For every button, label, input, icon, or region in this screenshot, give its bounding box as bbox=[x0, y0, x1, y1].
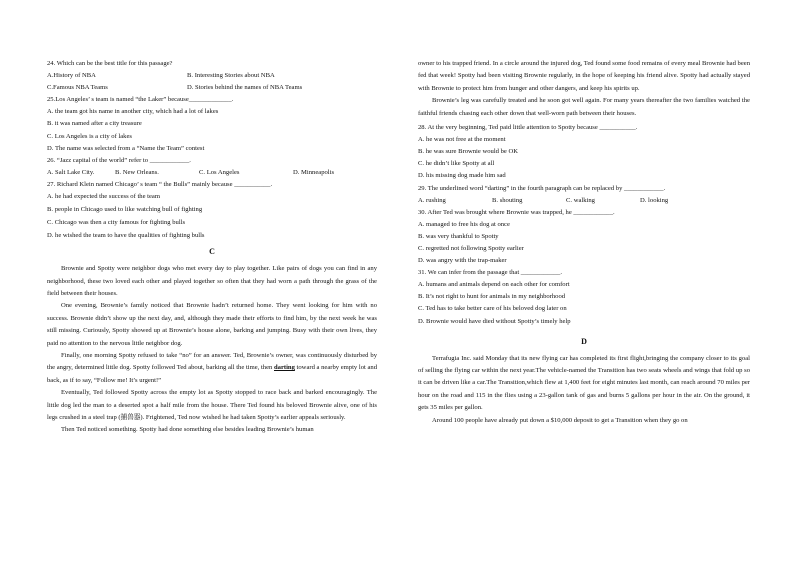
darting-word: darting bbox=[274, 364, 295, 372]
q30-option-d: D. was angry with the trap-maker bbox=[418, 257, 507, 265]
q27-option-d: D. he wished the team to have the qualities of fighting bulls bbox=[47, 232, 205, 240]
q26-option-d: D. Minneapolis bbox=[293, 168, 335, 176]
q26-option-b: B. New Orleans. bbox=[115, 168, 159, 176]
passage-d-p1: Terrafugia Inc. said Monday that its new flying car has completed its first flight,bringing the company closer to its goal of selling the flying car within the next year.The vehicle-named the Transition has two seats wheels and wings that fold up so it can be driven like a car.The Transition,which flew at 1,400 feet for eight minutes last month, can reach around 70 miles per hour on the road and 115 in the flies using a 23-gallon tank of gas and burns 5 gallons per hour in the air. On the ground, it gets 35 miles per gallon. bbox=[418, 354, 750, 412]
q25-option-a: A. the team got his name in another city, which had a lot of lakes bbox=[47, 108, 219, 116]
passage-c-p3-end: toward a nearby empty lot and back, as if to say, “Follow me! It’s urgent!” bbox=[47, 364, 378, 384]
q27-option-b: B. people in Chicago used to like watching bull of fighting bbox=[47, 206, 203, 214]
q29-stem: 29. The underlined word “darting” in the fourth paragraph can be replaced by ____________. bbox=[418, 184, 666, 192]
passage-c-cont-p1: owner to his trapped friend. In a circle around the injured dog, Ted found some food remains of every meal Brownie had been fed that week! Spotty had been visiting Brownie regularly, in the hope of keeping his friend alive. Spotty had actually stayed with Brownie to protect him from hunger and other dangers, and keep his spirits up. bbox=[418, 60, 750, 92]
q29-option-a: A. rushing bbox=[418, 196, 446, 204]
passage-c-p4: Eventually, Ted followed Spotty across the empty lot as Spotty stopped to race back and barked encouragingly. The little dog led the man to a deserted spot a half mile from the house. There Ted found his beloved Brownie alive, one of his legs crushed in a steel trap (捕兽器). Frightened, Ted now wished he had taken Spotty’s earlier appeals seriously. bbox=[47, 389, 377, 421]
q26-option-c: C. Los Angeles bbox=[199, 168, 240, 176]
q26-option-a: A. Salt Lake City. bbox=[47, 168, 95, 176]
q29-option-c: C. walking bbox=[566, 196, 595, 204]
q24-option-d: D. Stories behind the names of NBA Teams bbox=[187, 84, 303, 92]
q25-stem: 25.Los Angeles’ s team is named “the Laker” because_____________. bbox=[47, 96, 234, 104]
passage-d-p2: Around 100 people have already put down a $10,000 deposit to get a Transition when they go on bbox=[432, 416, 688, 424]
q27-option-a: A. he had expected the success of the team bbox=[47, 193, 160, 201]
q25-option-b: B. it was named after a city treasure bbox=[47, 120, 142, 128]
q29-option-b: B. shouting bbox=[492, 196, 523, 204]
passage-c-p3-start: Finally, one morning Spotty refused to take “no” for an answer. Ted, Brownie’s owner, was continuously disturbed by the angry, determined little dog. Spotty followed Ted about, barking all the time, then bbox=[47, 351, 377, 372]
q30-option-a: A. managed to free his dog at once bbox=[418, 220, 510, 228]
q24-stem: 24. Which can be the best title for this passage? bbox=[47, 60, 173, 67]
q31-option-c: C. Ted has to take better care of his beloved dog later on bbox=[418, 305, 567, 313]
q24-options-row2 bbox=[47, 82, 377, 94]
q29-option-d: D. looking bbox=[640, 196, 669, 204]
q31-option-a: A. humans and animals depend on each other for comfort bbox=[418, 281, 570, 289]
q31-option-d: D. Brownie would have died without Spotty’s timely help bbox=[418, 317, 571, 325]
section-d-heading: D bbox=[581, 336, 587, 346]
passage-c-p2: One evening, Brownie’s family noticed that Brownie hadn’t returned home. They went looking for him with no success. Brownie didn’t show up the next day, and, although they made their efforts to find him, by the next week he was still missing. Curiously, Spotty showed up at Brownie’s house alone, barking and jumping. Busy with their own lives, they paid no attention to the nervous little neighbor dog. bbox=[47, 302, 377, 347]
q28-stem: 28. At the very beginning, Ted paid little attention to Spotty because ___________. bbox=[418, 124, 638, 132]
q27-option-c: C. Chicago was then a city famous for fighting bulls bbox=[47, 219, 186, 227]
passage-c-cont-p2: Brownie’s leg was carefully treated and he soon got well again. For many years thereafter the two families watched the faithful friends chasing each other down that well-worn path between their houses. bbox=[418, 97, 750, 117]
q28-option-d: D. his missing dog made him sad bbox=[418, 172, 506, 180]
passage-c-p5: Then Ted noticed something. Spotty had done something else besides leading Brownie’s human bbox=[61, 426, 314, 434]
q30-option-b: B. was very thankful to Spotty bbox=[418, 232, 499, 240]
q31-stem: 31. We can infer from the passage that ____________. bbox=[418, 269, 563, 277]
q30-option-c: C. regretted not following Spotty earlier bbox=[418, 244, 524, 252]
left-column bbox=[47, 58, 377, 437]
right-column bbox=[418, 58, 750, 427]
q24-options-row1 bbox=[47, 70, 377, 82]
passage-c-p1: Brownie and Spotty were neighbor dogs who met every day to play together. Like pairs of dogs you can find in any neighborhood, these two loved each other and played together so often that they had worn a path through the grass of the field between their houses. bbox=[47, 265, 377, 297]
q24-option-c: C.Famous NBA Teams bbox=[47, 84, 108, 92]
passage-c-p3 bbox=[47, 350, 377, 387]
q27-stem: 27. Richard Klein named Chicago’ s team “ the Bulls” mainly because ___________. bbox=[47, 180, 273, 188]
q24-option-b: B. Interesting Stories about NBA bbox=[187, 72, 275, 80]
q28-option-c: C. he didn’t like Spotty at all bbox=[418, 160, 495, 168]
q29-options bbox=[418, 195, 750, 207]
q31-option-b: B. It’s not right to hunt for animals in my neighborhood bbox=[418, 293, 566, 301]
q28-option-a: A. he was not free at the moment bbox=[418, 136, 506, 144]
section-c-heading: C bbox=[209, 247, 215, 257]
q30-stem: 30. After Ted was brought where Brownie was trapped, he ____________. bbox=[418, 208, 615, 216]
q24-option-a: A.History of NBA bbox=[47, 72, 96, 80]
q25-option-d: D. The name was selected from a “Name the Team” contest bbox=[47, 144, 205, 152]
q26-stem: 26. “Jazz capital of the world” refer to ____________. bbox=[47, 156, 191, 164]
q28-option-b: B. he was sure Brownie would be OK bbox=[418, 148, 518, 156]
q25-option-c: C. Los Angeles is a city of lakes bbox=[47, 132, 132, 140]
q26-options bbox=[47, 167, 377, 179]
